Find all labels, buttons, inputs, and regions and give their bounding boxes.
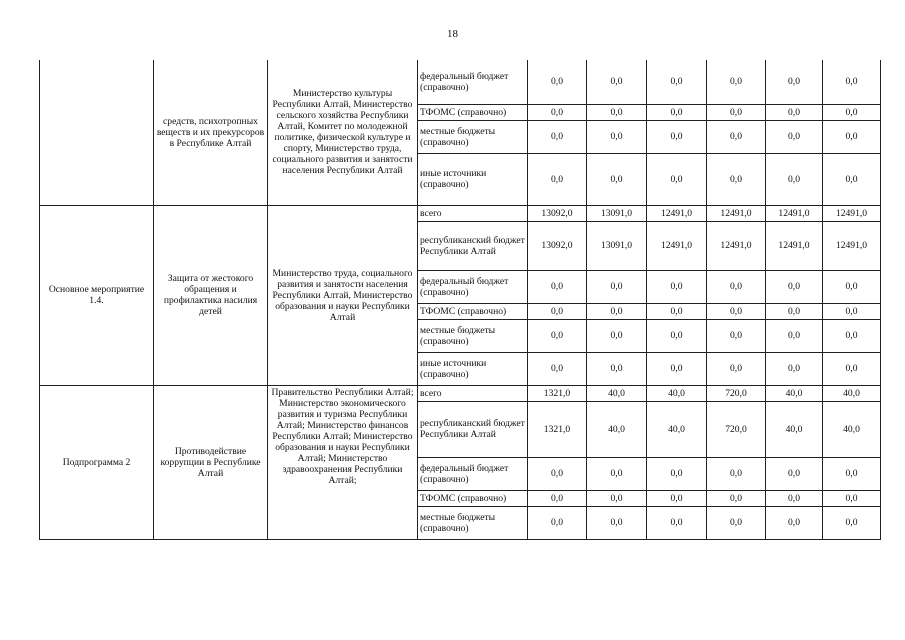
amount-cell: 1321,0 xyxy=(528,385,587,401)
amount-cell: 0,0 xyxy=(707,490,766,506)
amount-cell: 40,0 xyxy=(766,385,823,401)
executors-cell: Министерство труда, социального развития и занятости населения Республики Алтай, Министерство образования и науки Республики Алтай xyxy=(268,205,418,385)
funding-source-cell: ТФОМС (справочно) xyxy=(418,104,528,120)
amount-cell: 0,0 xyxy=(766,104,823,120)
amount-cell: 40,0 xyxy=(647,401,707,457)
measure-name-cell: Подпрограмма 2 xyxy=(40,385,154,539)
amount-cell: 12491,0 xyxy=(766,221,823,270)
amount-cell: 0,0 xyxy=(766,60,823,104)
funding-source-cell: федеральный бюджет (справочно) xyxy=(418,270,528,303)
measure-title-cell: Противодействие коррупции в Республике Алтай xyxy=(154,385,268,539)
amount-cell: 40,0 xyxy=(823,385,881,401)
amount-cell: 0,0 xyxy=(647,153,707,205)
amount-cell: 12491,0 xyxy=(823,205,881,221)
funding-source-cell: ТФОМС (справочно) xyxy=(418,303,528,319)
executors-cell: Министерство культуры Республики Алтай, Министерство сельского хозяйства Республики Алтай, Комитет по молодежной политике, физической культуре и спорту, Министерство труда, социального развития и занятости населения Республики Алтай xyxy=(268,60,418,205)
amount-cell: 0,0 xyxy=(528,319,587,352)
amount-cell: 0,0 xyxy=(587,153,647,205)
amount-cell: 0,0 xyxy=(823,506,881,539)
amount-cell: 0,0 xyxy=(587,270,647,303)
amount-cell: 0,0 xyxy=(823,352,881,385)
amount-cell: 0,0 xyxy=(528,270,587,303)
amount-cell: 12491,0 xyxy=(647,221,707,270)
amount-cell: 720,0 xyxy=(707,401,766,457)
executors-cell: Правительство Республики Алтай; Министерство экономического развития и туризма Республики Алтай; Министерство финансов Республики Алтай; Министерство образования и науки Республики Алтай; Министерство здравоохранения Республики Алтай; xyxy=(268,385,418,539)
amount-cell: 0,0 xyxy=(587,319,647,352)
amount-cell: 0,0 xyxy=(647,490,707,506)
amount-cell: 0,0 xyxy=(587,104,647,120)
funding-source-cell: федеральный бюджет (справочно) xyxy=(418,457,528,490)
amount-cell: 0,0 xyxy=(823,303,881,319)
amount-cell: 0,0 xyxy=(823,60,881,104)
amount-cell: 0,0 xyxy=(707,120,766,153)
amount-cell: 0,0 xyxy=(587,352,647,385)
amount-cell: 0,0 xyxy=(528,60,587,104)
amount-cell: 0,0 xyxy=(707,303,766,319)
measure-name-cell: Основное мероприятие 1.4. xyxy=(40,205,154,385)
table-row xyxy=(40,205,881,221)
amount-cell: 12491,0 xyxy=(707,205,766,221)
amount-cell: 0,0 xyxy=(823,104,881,120)
funding-source-cell: местные бюджеты (справочно) xyxy=(418,506,528,539)
funding-source-cell: всего xyxy=(418,205,528,221)
funding-source-cell: иные источники (справочно) xyxy=(418,153,528,205)
amount-cell: 0,0 xyxy=(647,60,707,104)
amount-cell: 12491,0 xyxy=(823,221,881,270)
amount-cell: 0,0 xyxy=(823,120,881,153)
amount-cell: 0,0 xyxy=(766,270,823,303)
amount-cell: 0,0 xyxy=(647,506,707,539)
amount-cell: 0,0 xyxy=(823,319,881,352)
amount-cell: 0,0 xyxy=(766,490,823,506)
amount-cell: 0,0 xyxy=(766,352,823,385)
amount-cell: 40,0 xyxy=(766,401,823,457)
funding-source-cell: республиканский бюджет Республики Алтай xyxy=(418,401,528,457)
amount-cell: 0,0 xyxy=(647,319,707,352)
amount-cell: 0,0 xyxy=(528,303,587,319)
amount-cell: 13091,0 xyxy=(587,205,647,221)
amount-cell: 0,0 xyxy=(823,490,881,506)
funding-source-cell: местные бюджеты (справочно) xyxy=(418,120,528,153)
amount-cell: 0,0 xyxy=(587,60,647,104)
amount-cell: 0,0 xyxy=(707,506,766,539)
amount-cell: 0,0 xyxy=(766,457,823,490)
amount-cell: 0,0 xyxy=(823,270,881,303)
amount-cell: 13092,0 xyxy=(528,205,587,221)
amount-cell: 0,0 xyxy=(587,490,647,506)
amount-cell: 0,0 xyxy=(707,352,766,385)
budget-table xyxy=(39,60,881,540)
amount-cell: 40,0 xyxy=(587,385,647,401)
amount-cell: 0,0 xyxy=(528,153,587,205)
table-row xyxy=(40,385,881,401)
amount-cell: 0,0 xyxy=(707,457,766,490)
amount-cell: 0,0 xyxy=(707,319,766,352)
amount-cell: 12491,0 xyxy=(707,221,766,270)
table-body xyxy=(40,60,881,539)
amount-cell: 0,0 xyxy=(766,303,823,319)
table-row xyxy=(40,60,881,104)
amount-cell: 0,0 xyxy=(587,120,647,153)
amount-cell: 13091,0 xyxy=(587,221,647,270)
amount-cell: 0,0 xyxy=(647,270,707,303)
amount-cell: 0,0 xyxy=(528,506,587,539)
amount-cell: 13092,0 xyxy=(528,221,587,270)
amount-cell: 0,0 xyxy=(647,303,707,319)
funding-source-cell: всего xyxy=(418,385,528,401)
amount-cell: 0,0 xyxy=(528,104,587,120)
amount-cell: 0,0 xyxy=(823,153,881,205)
amount-cell: 0,0 xyxy=(647,352,707,385)
amount-cell: 0,0 xyxy=(647,457,707,490)
page-number: 18 xyxy=(447,28,458,40)
amount-cell: 0,0 xyxy=(707,270,766,303)
amount-cell: 0,0 xyxy=(528,352,587,385)
funding-source-cell: федеральный бюджет (справочно) xyxy=(418,60,528,104)
amount-cell: 0,0 xyxy=(766,120,823,153)
amount-cell: 40,0 xyxy=(647,385,707,401)
amount-cell: 0,0 xyxy=(528,457,587,490)
amount-cell: 0,0 xyxy=(707,153,766,205)
measure-title-cell: Защита от жестокого обращения и профилактика насилия детей xyxy=(154,205,268,385)
funding-source-cell: ТФОМС (справочно) xyxy=(418,490,528,506)
amount-cell: 40,0 xyxy=(587,401,647,457)
amount-cell: 0,0 xyxy=(647,120,707,153)
amount-cell: 1321,0 xyxy=(528,401,587,457)
amount-cell: 40,0 xyxy=(823,401,881,457)
funding-source-cell: республиканский бюджет Республики Алтай xyxy=(418,221,528,270)
amount-cell: 720,0 xyxy=(707,385,766,401)
measure-name-cell xyxy=(40,60,154,205)
amount-cell: 0,0 xyxy=(707,104,766,120)
amount-cell: 0,0 xyxy=(766,506,823,539)
amount-cell: 0,0 xyxy=(766,319,823,352)
amount-cell: 0,0 xyxy=(587,457,647,490)
funding-source-cell: иные источники (справочно) xyxy=(418,352,528,385)
funding-source-cell: местные бюджеты (справочно) xyxy=(418,319,528,352)
amount-cell: 0,0 xyxy=(766,153,823,205)
amount-cell: 0,0 xyxy=(647,104,707,120)
amount-cell: 0,0 xyxy=(587,506,647,539)
amount-cell: 0,0 xyxy=(823,457,881,490)
amount-cell: 0,0 xyxy=(707,60,766,104)
amount-cell: 0,0 xyxy=(528,120,587,153)
amount-cell: 12491,0 xyxy=(766,205,823,221)
amount-cell: 0,0 xyxy=(587,303,647,319)
amount-cell: 12491,0 xyxy=(647,205,707,221)
amount-cell: 0,0 xyxy=(528,490,587,506)
measure-title-cell: средств, психотропных веществ и их прекурсоров в Республике Алтай xyxy=(154,60,268,205)
